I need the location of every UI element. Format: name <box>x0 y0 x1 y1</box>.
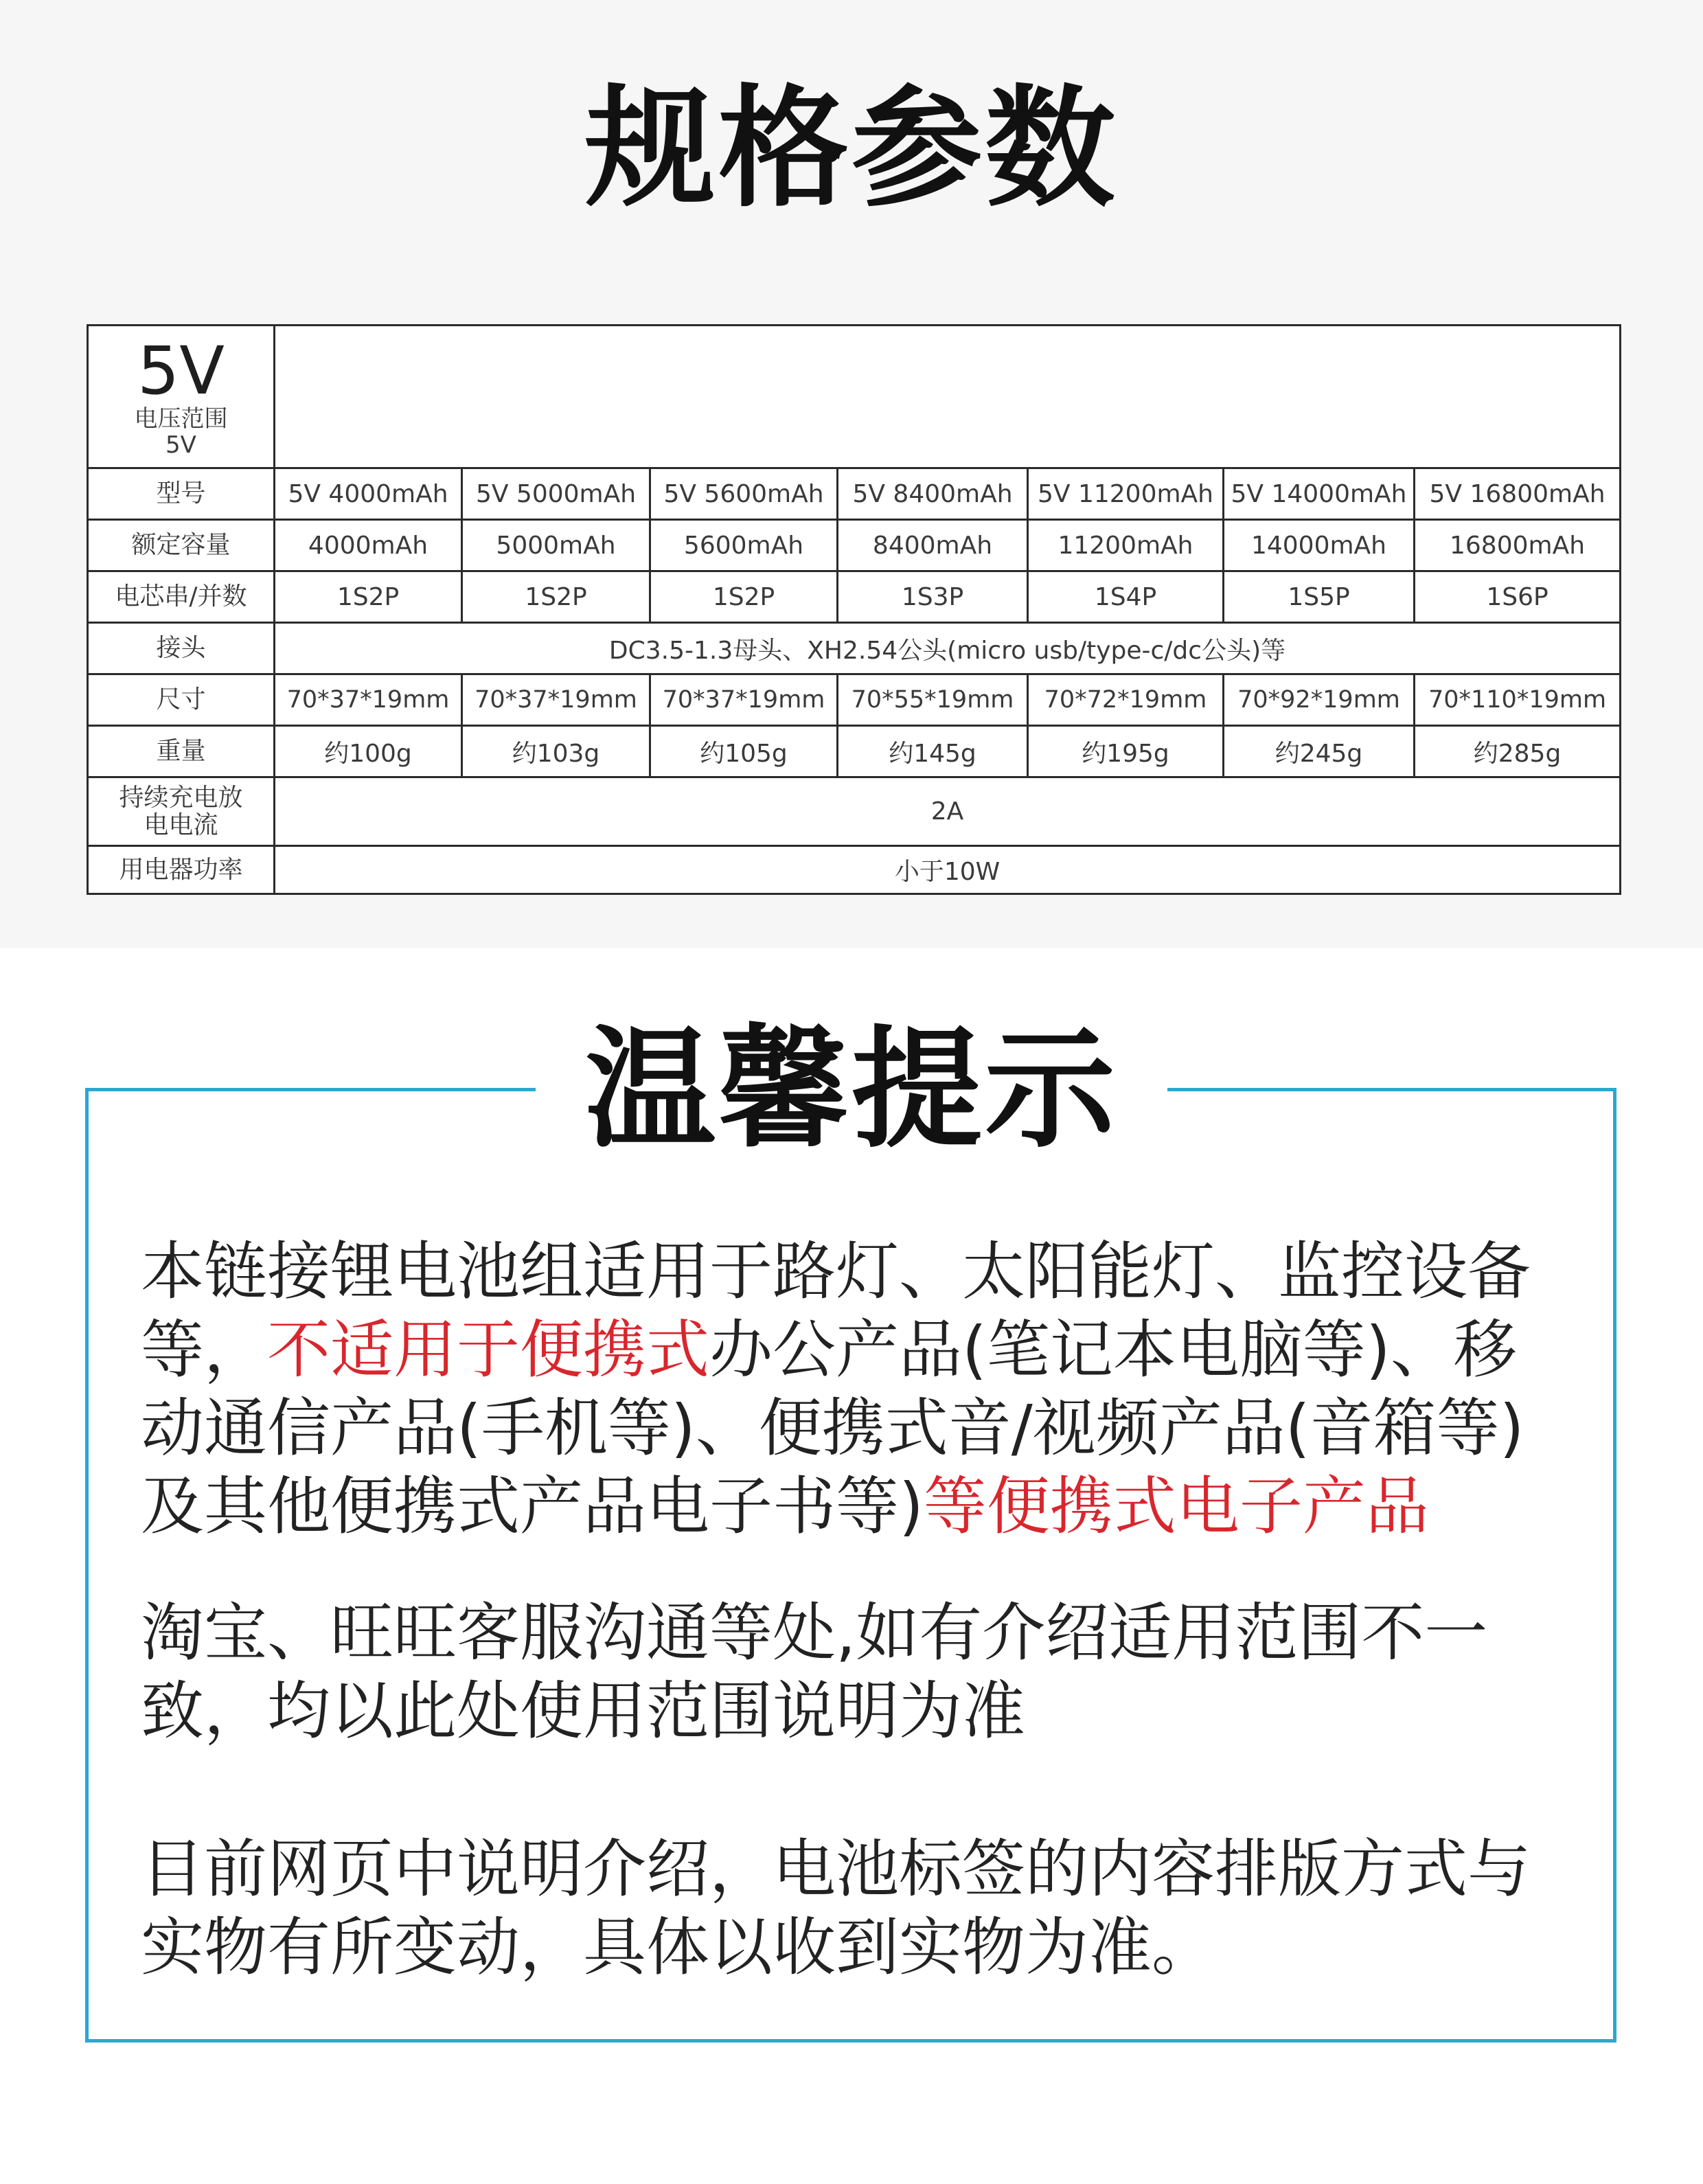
voltage-range-value: 5V <box>165 431 196 459</box>
size-cell: 70*37*19mm <box>275 674 462 726</box>
capacity-cell: 5000mAh <box>462 520 650 571</box>
row-label-power: 用电器功率 <box>88 846 275 894</box>
connector-cell: DC3.5-1.3母头、XH2.54公头(micro usb/type-c/dc公头)等 <box>275 623 1621 674</box>
size-cell: 70*37*19mm <box>650 674 838 726</box>
capacity-cell: 11200mAh <box>1028 520 1224 571</box>
size-cell: 70*72*19mm <box>1028 674 1224 726</box>
row-label-current: 持续充电放电电流 <box>88 777 275 846</box>
spec-table <box>87 324 1621 895</box>
capacity-cell: 5600mAh <box>650 520 838 571</box>
model-cell: 5V 11200mAh <box>1028 468 1224 520</box>
tips-warning-text: 不适用于便携式 <box>267 1313 710 1387</box>
size-cell: 70*110*19mm <box>1415 674 1621 726</box>
weight-cell: 约285g <box>1415 726 1621 777</box>
table-row <box>88 846 1621 894</box>
tips-paragraph-scope: 淘宝、旺旺客服沟通等处,如有介绍适用范围不一致，均以此处使用范围说明为准 <box>141 1596 1488 1748</box>
row-label-capacity: 额定容量 <box>88 520 275 571</box>
weight-cell: 约103g <box>462 726 650 777</box>
table-row <box>88 623 1621 674</box>
model-cell: 5V 14000mAh <box>1224 468 1415 520</box>
table-row <box>88 726 1621 777</box>
weight-cell: 约105g <box>650 726 838 777</box>
model-cell: 5V 5000mAh <box>462 468 650 520</box>
header-blank-cell <box>275 326 1621 468</box>
tips-body <box>141 1233 1569 1987</box>
capacity-cell: 16800mAh <box>1415 520 1621 571</box>
cells-cell: 1S3P <box>838 571 1028 623</box>
tips-heading-wrap <box>536 1014 1167 1172</box>
table-row <box>88 674 1621 726</box>
table-row <box>88 326 1621 468</box>
voltage-value: 5V <box>137 332 225 409</box>
spec-title: 规格参数 <box>584 73 1118 225</box>
tips-title: 温馨提示 <box>584 1014 1118 1165</box>
size-cell: 70*37*19mm <box>462 674 650 726</box>
table-row <box>88 468 1621 520</box>
weight-cell: 约145g <box>838 726 1028 777</box>
model-cell: 5V 8400mAh <box>838 468 1028 520</box>
cells-cell: 1S2P <box>650 571 838 623</box>
row-label-model: 型号 <box>88 468 275 520</box>
weight-cell: 约100g <box>275 726 462 777</box>
row-label-cells: 电芯串/并数 <box>88 571 275 623</box>
size-cell: 70*92*19mm <box>1224 674 1415 726</box>
capacity-cell: 14000mAh <box>1224 520 1415 571</box>
current-cell: 2A <box>275 777 1621 846</box>
power-cell: 小于10W <box>275 846 1621 894</box>
model-cell: 5V 16800mAh <box>1415 468 1621 520</box>
capacity-cell: 8400mAh <box>838 520 1028 571</box>
cells-cell: 1S2P <box>275 571 462 623</box>
model-cell: 5V 4000mAh <box>275 468 462 520</box>
size-cell: 70*55*19mm <box>838 674 1028 726</box>
table-row <box>88 777 1621 846</box>
tips-paragraph-usage <box>141 1233 1569 1546</box>
tips-products-text: 办公产品(笔记本电脑等)、移动通信产品(手机等)、便携式音/视频产品(音箱等)及其他便携式产品电子书等) <box>141 1313 1524 1543</box>
cells-cell: 1S2P <box>462 571 650 623</box>
table-row <box>88 520 1621 571</box>
voltage-range-label: 电压范围 <box>134 405 228 433</box>
voltage-header-cell <box>88 326 275 468</box>
weight-cell: 约245g <box>1224 726 1415 777</box>
cells-cell: 1S4P <box>1028 571 1224 623</box>
tips-usage-text: 本链接锂电池组适用于路灯、太阳能灯、监控设备等， <box>141 1235 1531 1387</box>
cells-cell: 1S5P <box>1224 571 1415 623</box>
tips-warning-tail: 等便携式电子产品 <box>923 1470 1429 1543</box>
table-row <box>88 571 1621 623</box>
row-label-weight: 重量 <box>88 726 275 777</box>
tips-paragraph-label: 目前网页中说明介绍，电池标签的内容排版方式与实物有所变动，具体以收到实物为准。 <box>141 1832 1531 1984</box>
weight-cell: 约195g <box>1028 726 1224 777</box>
capacity-cell: 4000mAh <box>275 520 462 571</box>
cells-cell: 1S6P <box>1415 571 1621 623</box>
model-cell: 5V 5600mAh <box>650 468 838 520</box>
row-label-size: 尺寸 <box>88 674 275 726</box>
row-label-connector: 接头 <box>88 623 275 674</box>
